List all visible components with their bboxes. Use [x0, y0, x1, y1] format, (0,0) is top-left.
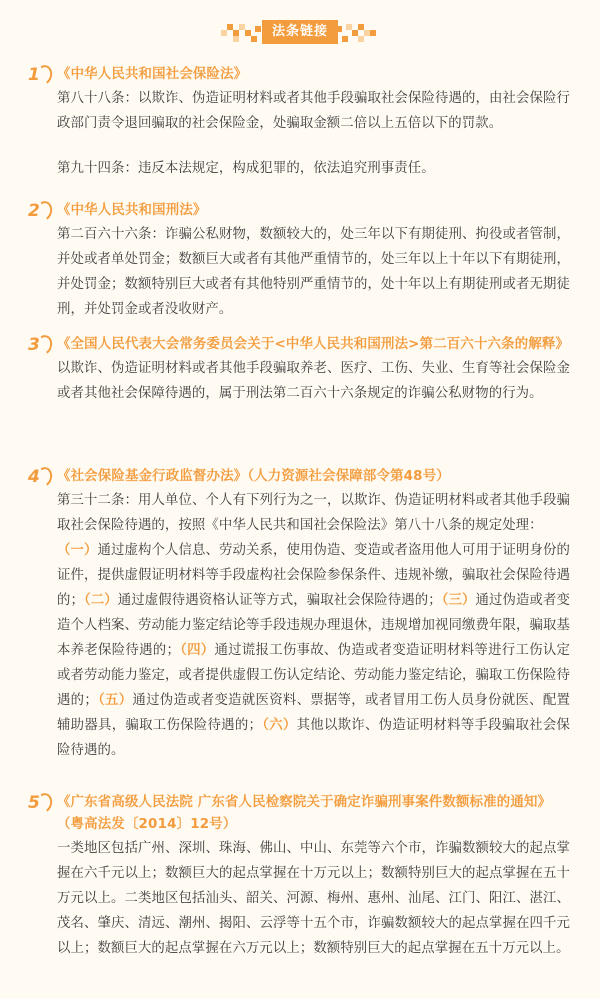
section-heading: 《中华人民共和国刑法》 [57, 203, 207, 218]
header [0, 18, 600, 46]
item-marker: （一） [57, 543, 98, 558]
article-text: 以欺诈、伪造证明材料或者其他手段骗取养老、医疗、工伤、失业、生育等社会保险金或者其他社会保障待遇的，属于刑法第二百六十六条规定的诈骗公私财物的行为。 [57, 361, 570, 401]
law-section-1 [30, 64, 570, 181]
item-text: 通过伪造或者变造就医资料、票据等，或者冒用工伤人员身份就医、配置辅助器具，骗取工伤保险待遇的； [57, 693, 570, 733]
item-marker: （四） [179, 643, 215, 658]
section-number: 1 [28, 64, 52, 86]
item-text: 通过伪造或者变造个人档案、劳动能力鉴定结论等手段违规办理退休，违规增加视同缴费年限，骗取基本养老保险待遇的； [57, 593, 570, 658]
section-heading: 《广东省高级人民法院 广东省人民检察院关于确定诈骗刑事案件数额标准的通知》（粤高法发〔2014〕12号） [57, 795, 552, 832]
checker-decoration-icon [336, 22, 376, 42]
article-text: 第三十二条：用人单位、个人有下列行为之一，以欺诈、伪造证明材料或者其他手段骗取社会保险待遇的，按照《中华人民共和国社会保险法》第八十八条的规定处理： [57, 493, 570, 533]
section-heading: 《中华人民共和国社会保险法》 [57, 67, 248, 82]
checker-decoration-icon [221, 22, 261, 42]
article-text: 第八十八条：以欺诈、伪造证明材料或者其他手段骗取社会保险待遇的，由社会保险行政部门责令退回骗取的社会保险金，处骗取金额二倍以上五倍以下的罚款。 [57, 91, 570, 131]
section-heading: 《全国人民代表大会常务委员会关于<中华人民共和国刑法>第二百六十六条的解释》 [57, 337, 570, 352]
section-number: 2 [28, 200, 52, 222]
item-text: 其他以欺诈、伪造证明材料等手段骗取社会保险待遇的。 [57, 718, 571, 758]
law-section-5 [30, 792, 570, 961]
article-items [57, 538, 570, 763]
section-heading: 《社会保险基金行政监督办法》（人力资源社会保障部令第48号） [57, 469, 450, 484]
article-text: 第二百六十六条：诈骗公私财物，数额较大的，处三年以下有期徒刑、拘役或者管制，并处或者单处罚金；数额巨大或者有其他严重情节的，处三年以上十年以下有期徒刑，并处罚金；数额特别巨大或者有其他特别严重情节的，处十年以上有期徒刑或者无期徒刑，并处罚金或者没收财产。 [57, 227, 570, 317]
section-number: 5 [28, 792, 52, 814]
law-section-3 [30, 334, 570, 406]
item-text: 通过虚假待遇资格认证等方式，骗取社会保险待遇的； [117, 593, 442, 608]
item-text: 通过谎报工伤事故、伪造或者变造证明材料等进行工伤认定或者劳动能力鉴定，或者提供虚假工伤认定结论、劳动能力鉴定结论，骗取工伤保险待遇的； [57, 643, 570, 708]
item-marker: （三） [441, 593, 476, 608]
law-section-2 [30, 200, 570, 322]
law-section-4 [30, 466, 570, 763]
section-title: 法条链接 [262, 20, 338, 44]
article-text: 一类地区包括广州、深圳、珠海、佛山、中山、东莞等六个市，诈骗数额较大的起点掌握在六千元以上；数额巨大的起点掌握在十万元以上；数额特别巨大的起点掌握在五十万元以上。二类地区包括汕头、韶关、河源、梅州、惠州、汕尾、江门、阳江、湛江、茂名、肇庆、清远、潮州、揭阳、云浮等十五个市，诈骗数额较大的起点掌握在四千元以上；数额巨大的起点掌握在六万元以上；数额特别巨大的起点掌握在五十万元以上。 [57, 841, 570, 956]
section-number: 4 [28, 466, 52, 488]
item-text: 通过虚构个人信息、劳动关系，使用伪造、变造或者盗用他人可用于证明身份的证件，提供虚假证明材料等手段虚构社会保险参保条件、违规补缴，骗取社会保险待遇的； [57, 543, 570, 608]
article-text: 第九十四条：违反本法规定，构成犯罪的，依法追究刑事责任。 [57, 161, 435, 176]
item-marker: （二） [84, 593, 118, 608]
section-number: 3 [28, 334, 52, 356]
item-marker: （五） [97, 693, 133, 708]
item-marker: （六） [262, 718, 297, 733]
